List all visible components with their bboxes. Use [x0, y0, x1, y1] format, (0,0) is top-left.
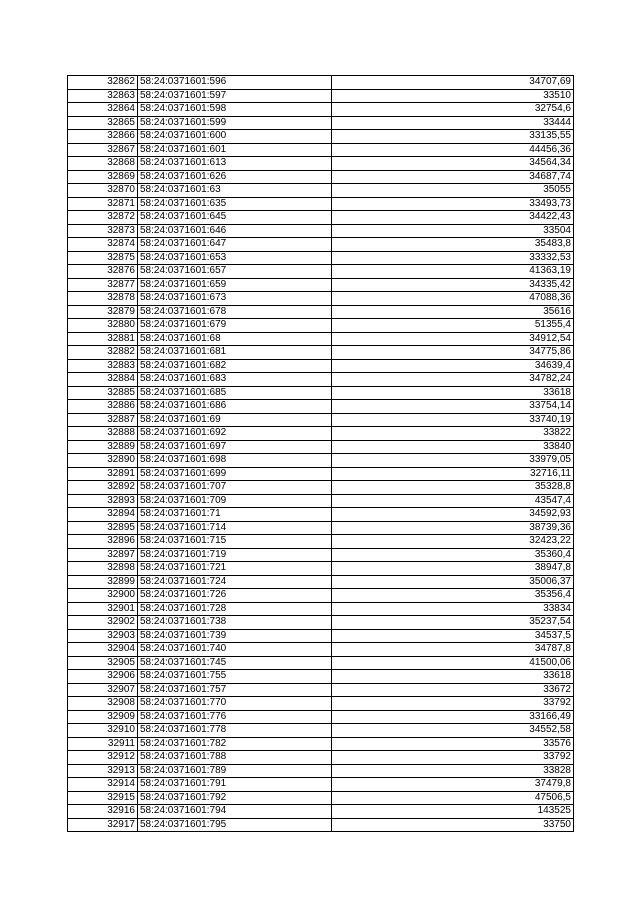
- row-number-cell: 32888: [68, 427, 138, 441]
- table-row: [68, 130, 574, 144]
- value-cell: 33979,05: [332, 454, 574, 468]
- row-number-cell: 32874: [68, 238, 138, 252]
- table-row: [68, 170, 574, 184]
- table-row: [68, 265, 574, 279]
- value-cell: 35328,8: [332, 481, 574, 495]
- value-cell: 51355,4: [332, 319, 574, 333]
- row-number-cell: 32904: [68, 643, 138, 657]
- cadastral-number-cell: 58:24:0371601:645: [138, 211, 332, 225]
- cadastral-number-cell: 58:24:0371601:683: [138, 373, 332, 387]
- value-cell: 143525: [332, 805, 574, 819]
- value-cell: 34639,4: [332, 359, 574, 373]
- value-cell: 33754,14: [332, 400, 574, 414]
- table-row: [68, 629, 574, 643]
- table-row: [68, 710, 574, 724]
- table-row: [68, 440, 574, 454]
- table-row: [68, 386, 574, 400]
- table-row: [68, 454, 574, 468]
- cadastral-number-cell: 58:24:0371601:598: [138, 103, 332, 117]
- value-cell: 33493,73: [332, 197, 574, 211]
- row-number-cell: 32895: [68, 521, 138, 535]
- row-number-cell: 32892: [68, 481, 138, 495]
- row-number-cell: 32869: [68, 170, 138, 184]
- row-number-cell: 32889: [68, 440, 138, 454]
- cadastral-number-cell: 58:24:0371601:794: [138, 805, 332, 819]
- row-number-cell: 32893: [68, 494, 138, 508]
- value-cell: 35616: [332, 305, 574, 319]
- value-cell: 34707,69: [332, 76, 574, 90]
- cadastral-number-cell: 58:24:0371601:755: [138, 670, 332, 684]
- row-number-cell: 32872: [68, 211, 138, 225]
- value-cell: 33618: [332, 386, 574, 400]
- row-number-cell: 32881: [68, 332, 138, 346]
- cadastral-number-cell: 58:24:0371601:601: [138, 143, 332, 157]
- cadastral-number-cell: 58:24:0371601:791: [138, 778, 332, 792]
- cadastral-number-cell: 58:24:0371601:673: [138, 292, 332, 306]
- row-number-cell: 32906: [68, 670, 138, 684]
- table-row: [68, 251, 574, 265]
- value-cell: 44456,36: [332, 143, 574, 157]
- row-number-cell: 32878: [68, 292, 138, 306]
- cadastral-number-cell: 58:24:0371601:682: [138, 359, 332, 373]
- table-row: [68, 589, 574, 603]
- row-number-cell: 32864: [68, 103, 138, 117]
- table-row: [68, 656, 574, 670]
- cadastral-number-cell: 58:24:0371601:745: [138, 656, 332, 670]
- row-number-cell: 32866: [68, 130, 138, 144]
- value-cell: 33792: [332, 697, 574, 711]
- cadastral-number-cell: 58:24:0371601:68: [138, 332, 332, 346]
- cadastral-number-cell: 58:24:0371601:599: [138, 116, 332, 130]
- cadastral-number-cell: 58:24:0371601:709: [138, 494, 332, 508]
- row-number-cell: 32876: [68, 265, 138, 279]
- cadastral-number-cell: 58:24:0371601:657: [138, 265, 332, 279]
- table-row: [68, 535, 574, 549]
- value-cell: 34422,43: [332, 211, 574, 225]
- table-row: [68, 359, 574, 373]
- table-row: [68, 373, 574, 387]
- value-cell: 33510: [332, 89, 574, 103]
- row-number-cell: 32897: [68, 548, 138, 562]
- value-cell: 33576: [332, 737, 574, 751]
- value-cell: 32716,11: [332, 467, 574, 481]
- row-number-cell: 32913: [68, 764, 138, 778]
- value-cell: 32423,22: [332, 535, 574, 549]
- value-cell: 35055: [332, 184, 574, 198]
- row-number-cell: 32886: [68, 400, 138, 414]
- row-number-cell: 32914: [68, 778, 138, 792]
- row-number-cell: 32916: [68, 805, 138, 819]
- cadastral-number-cell: 58:24:0371601:686: [138, 400, 332, 414]
- value-cell: 35360,4: [332, 548, 574, 562]
- cadastral-number-cell: 58:24:0371601:692: [138, 427, 332, 441]
- table-row: [68, 791, 574, 805]
- value-cell: 33618: [332, 670, 574, 684]
- table-row: [68, 278, 574, 292]
- value-cell: 33740,19: [332, 413, 574, 427]
- row-number-cell: 32867: [68, 143, 138, 157]
- value-cell: 34564,34: [332, 157, 574, 171]
- cadastral-number-cell: 58:24:0371601:697: [138, 440, 332, 454]
- row-number-cell: 32899: [68, 575, 138, 589]
- cadastral-number-cell: 58:24:0371601:770: [138, 697, 332, 711]
- row-number-cell: 32887: [68, 413, 138, 427]
- row-number-cell: 32883: [68, 359, 138, 373]
- row-number-cell: 32908: [68, 697, 138, 711]
- value-cell: 35237,54: [332, 616, 574, 630]
- cadastral-number-cell: 58:24:0371601:679: [138, 319, 332, 333]
- row-number-cell: 32910: [68, 724, 138, 738]
- row-number-cell: 32875: [68, 251, 138, 265]
- cadastral-number-cell: 58:24:0371601:659: [138, 278, 332, 292]
- row-number-cell: 32891: [68, 467, 138, 481]
- value-cell: 32754,6: [332, 103, 574, 117]
- table-row: [68, 103, 574, 117]
- cadastral-number-cell: 58:24:0371601:726: [138, 589, 332, 603]
- value-cell: 41363,19: [332, 265, 574, 279]
- table-row: [68, 548, 574, 562]
- value-cell: 43547,4: [332, 494, 574, 508]
- table-row: [68, 643, 574, 657]
- cadastral-number-cell: 58:24:0371601:596: [138, 76, 332, 90]
- table-row: [68, 683, 574, 697]
- cadastral-number-cell: 58:24:0371601:646: [138, 224, 332, 238]
- table-row: [68, 670, 574, 684]
- table-row: [68, 521, 574, 535]
- cadastral-number-cell: 58:24:0371601:719: [138, 548, 332, 562]
- row-number-cell: 32871: [68, 197, 138, 211]
- table-row: [68, 211, 574, 225]
- table-row: [68, 494, 574, 508]
- cadastral-number-cell: 58:24:0371601:653: [138, 251, 332, 265]
- cadastral-number-cell: 58:24:0371601:626: [138, 170, 332, 184]
- cadastral-number-cell: 58:24:0371601:789: [138, 764, 332, 778]
- cadastral-number-cell: 58:24:0371601:724: [138, 575, 332, 589]
- row-number-cell: 32894: [68, 508, 138, 522]
- value-cell: 33828: [332, 764, 574, 778]
- cadastral-number-cell: 58:24:0371601:714: [138, 521, 332, 535]
- table-row: [68, 197, 574, 211]
- cadastral-number-cell: 58:24:0371601:757: [138, 683, 332, 697]
- value-cell: 34912,54: [332, 332, 574, 346]
- value-cell: 33792: [332, 751, 574, 765]
- table-row: [68, 602, 574, 616]
- row-number-cell: 32863: [68, 89, 138, 103]
- cadastral-number-cell: 58:24:0371601:635: [138, 197, 332, 211]
- value-cell: 41500,06: [332, 656, 574, 670]
- row-number-cell: 32902: [68, 616, 138, 630]
- cadastral-number-cell: 58:24:0371601:738: [138, 616, 332, 630]
- cadastral-number-cell: 58:24:0371601:740: [138, 643, 332, 657]
- row-number-cell: 32896: [68, 535, 138, 549]
- value-cell: 35356,4: [332, 589, 574, 603]
- row-number-cell: 32898: [68, 562, 138, 576]
- row-number-cell: 32882: [68, 346, 138, 360]
- row-number-cell: 32890: [68, 454, 138, 468]
- cadastral-number-cell: 58:24:0371601:715: [138, 535, 332, 549]
- value-cell: 33834: [332, 602, 574, 616]
- cadastral-number-cell: 58:24:0371601:792: [138, 791, 332, 805]
- table-row: [68, 305, 574, 319]
- table-row: [68, 332, 574, 346]
- value-cell: 33166,49: [332, 710, 574, 724]
- data-table: [67, 75, 574, 832]
- table-row: [68, 143, 574, 157]
- table-row: [68, 467, 574, 481]
- value-cell: 33840: [332, 440, 574, 454]
- value-cell: 47506,5: [332, 791, 574, 805]
- value-cell: 34335,42: [332, 278, 574, 292]
- table-row: [68, 764, 574, 778]
- row-number-cell: 32865: [68, 116, 138, 130]
- cadastral-number-cell: 58:24:0371601:795: [138, 818, 332, 832]
- cadastral-number-cell: 58:24:0371601:721: [138, 562, 332, 576]
- cadastral-number-cell: 58:24:0371601:69: [138, 413, 332, 427]
- table-row: [68, 89, 574, 103]
- row-number-cell: 32880: [68, 319, 138, 333]
- row-number-cell: 32879: [68, 305, 138, 319]
- row-number-cell: 32862: [68, 76, 138, 90]
- cadastral-number-cell: 58:24:0371601:698: [138, 454, 332, 468]
- row-number-cell: 32903: [68, 629, 138, 643]
- value-cell: 33822: [332, 427, 574, 441]
- row-number-cell: 32911: [68, 737, 138, 751]
- value-cell: 34552,58: [332, 724, 574, 738]
- row-number-cell: 32884: [68, 373, 138, 387]
- row-number-cell: 32901: [68, 602, 138, 616]
- table-row: [68, 292, 574, 306]
- row-number-cell: 32907: [68, 683, 138, 697]
- row-number-cell: 32909: [68, 710, 138, 724]
- table-row: [68, 346, 574, 360]
- value-cell: 34687,74: [332, 170, 574, 184]
- cadastral-number-cell: 58:24:0371601:782: [138, 737, 332, 751]
- row-number-cell: 32870: [68, 184, 138, 198]
- row-number-cell: 32900: [68, 589, 138, 603]
- row-number-cell: 32885: [68, 386, 138, 400]
- value-cell: 33750: [332, 818, 574, 832]
- cadastral-number-cell: 58:24:0371601:778: [138, 724, 332, 738]
- cadastral-number-cell: 58:24:0371601:678: [138, 305, 332, 319]
- value-cell: 35006,37: [332, 575, 574, 589]
- table-row: [68, 562, 574, 576]
- table-row: [68, 481, 574, 495]
- row-number-cell: 32917: [68, 818, 138, 832]
- value-cell: 34592,93: [332, 508, 574, 522]
- value-cell: 38739,36: [332, 521, 574, 535]
- table-row: [68, 184, 574, 198]
- cadastral-number-cell: 58:24:0371601:699: [138, 467, 332, 481]
- table-row: [68, 76, 574, 90]
- table-row: [68, 778, 574, 792]
- cadastral-number-cell: 58:24:0371601:739: [138, 629, 332, 643]
- cadastral-number-cell: 58:24:0371601:647: [138, 238, 332, 252]
- table-row: [68, 697, 574, 711]
- table-row: [68, 413, 574, 427]
- cadastral-number-cell: 58:24:0371601:600: [138, 130, 332, 144]
- row-number-cell: 32873: [68, 224, 138, 238]
- table-row: [68, 238, 574, 252]
- value-cell: 33444: [332, 116, 574, 130]
- cadastral-number-cell: 58:24:0371601:63: [138, 184, 332, 198]
- value-cell: 34787,8: [332, 643, 574, 657]
- cadastral-number-cell: 58:24:0371601:776: [138, 710, 332, 724]
- row-number-cell: 32912: [68, 751, 138, 765]
- cadastral-number-cell: 58:24:0371601:681: [138, 346, 332, 360]
- data-table-body: [68, 76, 574, 832]
- value-cell: 38947,8: [332, 562, 574, 576]
- cadastral-number-cell: 58:24:0371601:707: [138, 481, 332, 495]
- cadastral-number-cell: 58:24:0371601:728: [138, 602, 332, 616]
- table-row: [68, 575, 574, 589]
- table-row: [68, 157, 574, 171]
- table-row: [68, 427, 574, 441]
- table-row: [68, 319, 574, 333]
- value-cell: 37479,8: [332, 778, 574, 792]
- table-row: [68, 818, 574, 832]
- table-row: [68, 737, 574, 751]
- row-number-cell: 32915: [68, 791, 138, 805]
- value-cell: 47088,36: [332, 292, 574, 306]
- table-row: [68, 224, 574, 238]
- value-cell: 35483,8: [332, 238, 574, 252]
- value-cell: 34782,24: [332, 373, 574, 387]
- value-cell: 33135,55: [332, 130, 574, 144]
- table-row: [68, 805, 574, 819]
- value-cell: 33332,53: [332, 251, 574, 265]
- table-row: [68, 508, 574, 522]
- cadastral-number-cell: 58:24:0371601:613: [138, 157, 332, 171]
- cadastral-number-cell: 58:24:0371601:685: [138, 386, 332, 400]
- table-row: [68, 616, 574, 630]
- row-number-cell: 32877: [68, 278, 138, 292]
- table-row: [68, 116, 574, 130]
- value-cell: 33504: [332, 224, 574, 238]
- table-row: [68, 400, 574, 414]
- cadastral-number-cell: 58:24:0371601:71: [138, 508, 332, 522]
- value-cell: 34775,86: [332, 346, 574, 360]
- table-row: [68, 751, 574, 765]
- row-number-cell: 32905: [68, 656, 138, 670]
- cadastral-number-cell: 58:24:0371601:597: [138, 89, 332, 103]
- cadastral-number-cell: 58:24:0371601:788: [138, 751, 332, 765]
- value-cell: 34537,5: [332, 629, 574, 643]
- row-number-cell: 32868: [68, 157, 138, 171]
- value-cell: 33672: [332, 683, 574, 697]
- table-row: [68, 724, 574, 738]
